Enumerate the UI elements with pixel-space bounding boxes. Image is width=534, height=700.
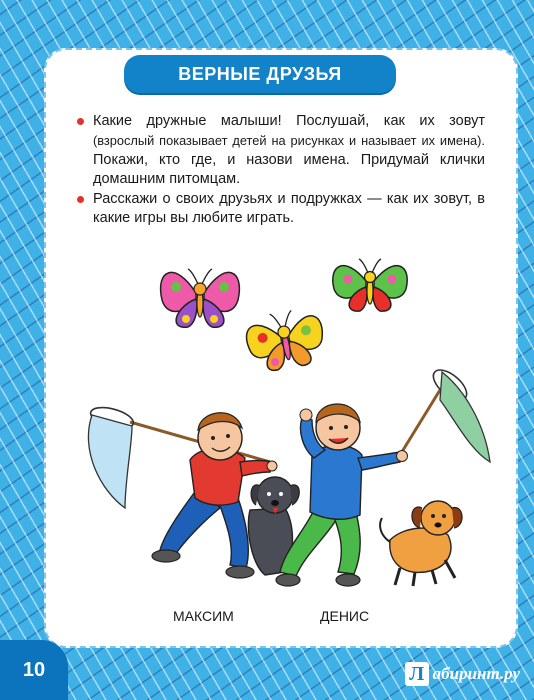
logo-letter: Л — [405, 662, 429, 686]
page-number: 10 — [22, 658, 46, 681]
butterfly-green-icon — [333, 259, 407, 311]
instruction-rest: Покажи, кто где, и назови имена. Придумай клички домашним питомцам. — [93, 152, 485, 187]
butterfly-net-right-icon — [400, 364, 490, 462]
instruction-lead: Какие дружные малыши! Послушай, как их зовут — [93, 113, 485, 129]
instruction-item — [75, 112, 485, 189]
instruction-list — [75, 112, 485, 229]
watermark-logo — [405, 662, 520, 686]
instruction-lead: Расскажи о своих друзьях и подружках — как их зовут, в какие игры вы любите играть. — [93, 191, 485, 226]
dog-orange-figure — [380, 501, 462, 586]
title-banner — [124, 55, 396, 93]
butterfly-pink-icon — [161, 269, 240, 327]
name-label-maxim: МАКСИМ — [173, 608, 234, 624]
instruction-item — [75, 190, 485, 228]
page-number-tab — [0, 640, 68, 700]
logo-text: абиринт.ру — [432, 664, 520, 683]
instruction-aside: (взрослый показывает детей на рисунках и называет их имена). — [93, 133, 485, 148]
illustration — [70, 250, 510, 600]
butterfly-yellow-icon — [243, 306, 328, 375]
page-title: ВЕРНЫЕ ДРУЗЬЯ — [178, 63, 342, 84]
name-label-denis: ДЕНИС — [320, 608, 370, 624]
